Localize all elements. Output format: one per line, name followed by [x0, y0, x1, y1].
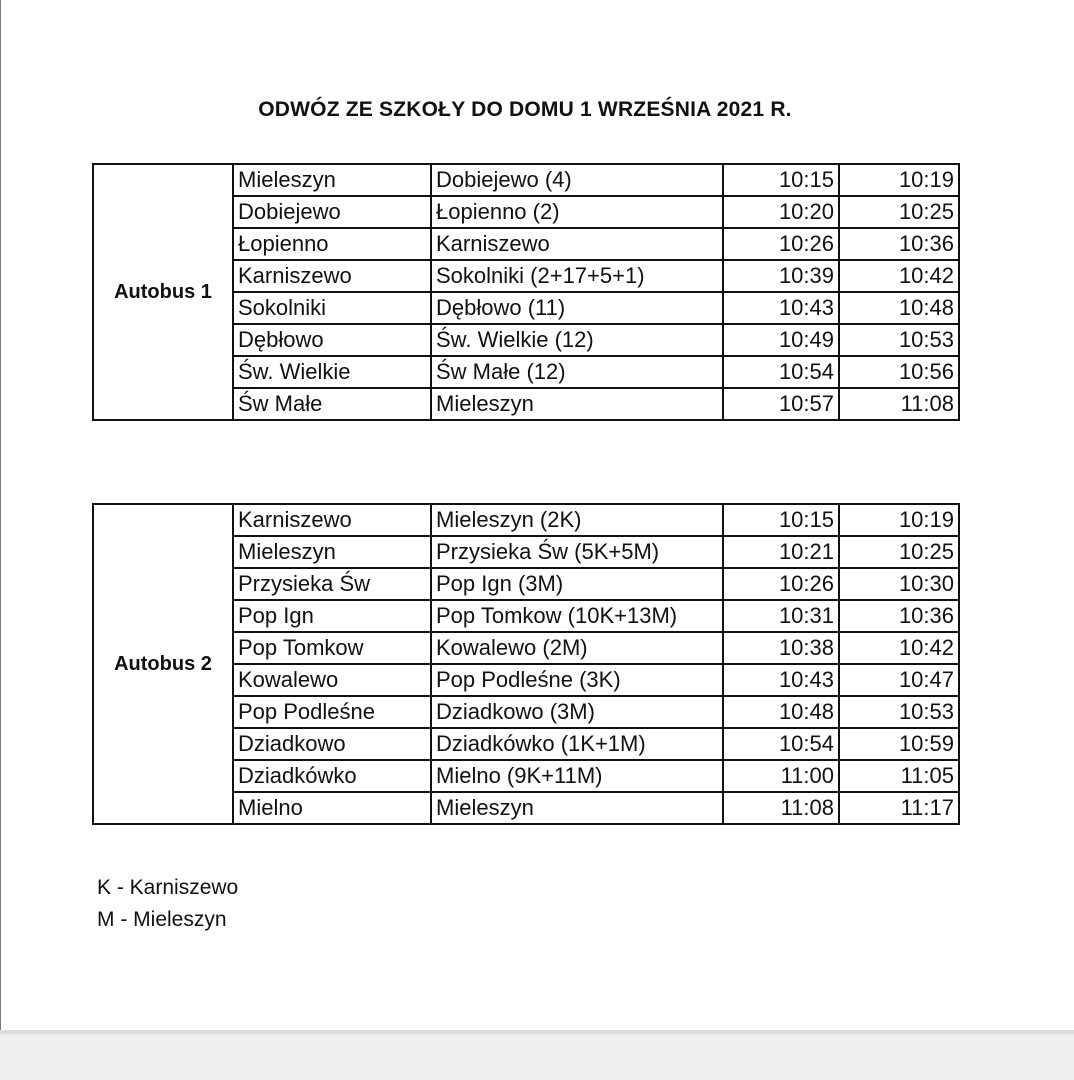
departure-time-cell: 10:15	[723, 164, 839, 196]
stop-to-cell: Pop Tomkow (10K+13M)	[431, 600, 723, 632]
stop-to-cell: Mieleszyn	[431, 388, 723, 420]
stop-to-cell: Św. Wielkie (12)	[431, 324, 723, 356]
stop-to-cell: Dziadkowo (3M)	[431, 696, 723, 728]
page-edge	[0, 0, 1, 1030]
arrival-time-cell: 10:25	[839, 196, 959, 228]
departure-time-cell: 10:39	[723, 260, 839, 292]
stop-from-cell: Przysieka Św	[233, 568, 431, 600]
stop-from-cell: Dziadkowo	[233, 728, 431, 760]
departure-time-cell: 10:15	[723, 504, 839, 536]
stop-from-cell: Łopienno	[233, 228, 431, 260]
stop-to-cell: Pop Podleśne (3K)	[431, 664, 723, 696]
arrival-time-cell: 11:05	[839, 760, 959, 792]
stop-to-cell: Dobiejewo (4)	[431, 164, 723, 196]
stop-from-cell: Karniszewo	[233, 504, 431, 536]
arrival-time-cell: 11:08	[839, 388, 959, 420]
stop-to-cell: Dębłowo (11)	[431, 292, 723, 324]
schedule-row	[93, 504, 959, 536]
departure-time-cell: 10:54	[723, 728, 839, 760]
departure-time-cell: 10:48	[723, 696, 839, 728]
arrival-time-cell: 11:17	[839, 792, 959, 824]
departure-time-cell: 10:31	[723, 600, 839, 632]
stop-from-cell: Kowalewo	[233, 664, 431, 696]
stop-from-cell: Pop Tomkow	[233, 632, 431, 664]
stop-to-cell: Mieleszyn (2K)	[431, 504, 723, 536]
bus-label: Autobus 2	[93, 504, 233, 824]
stop-to-cell: Mieleszyn	[431, 792, 723, 824]
page-title: ODWÓZ ZE SZKOŁY DO DOMU 1 WRZEŚNIA 2021 R.	[258, 98, 792, 121]
stop-from-cell: Sokolniki	[233, 292, 431, 324]
schedule-row	[93, 164, 959, 196]
stop-to-cell: Dziadkówko (1K+1M)	[431, 728, 723, 760]
legend-item-m: M - Mieleszyn	[97, 908, 227, 931]
departure-time-cell: 10:43	[723, 292, 839, 324]
stop-from-cell: Mielno	[233, 792, 431, 824]
departure-time-cell: 10:26	[723, 228, 839, 260]
stop-to-cell: Karniszewo	[431, 228, 723, 260]
arrival-time-cell: 10:36	[839, 600, 959, 632]
viewer-bottom-bar	[0, 1030, 1074, 1080]
departure-time-cell: 10:57	[723, 388, 839, 420]
legend	[97, 872, 238, 936]
stop-from-cell: Pop Podleśne	[233, 696, 431, 728]
departure-time-cell: 10:43	[723, 664, 839, 696]
arrival-time-cell: 10:36	[839, 228, 959, 260]
departure-time-cell: 11:08	[723, 792, 839, 824]
stop-from-cell: Św Małe	[233, 388, 431, 420]
departure-time-cell: 10:54	[723, 356, 839, 388]
arrival-time-cell: 10:59	[839, 728, 959, 760]
stop-from-cell: Św. Wielkie	[233, 356, 431, 388]
arrival-time-cell: 10:19	[839, 504, 959, 536]
stop-from-cell: Karniszewo	[233, 260, 431, 292]
arrival-time-cell: 10:25	[839, 536, 959, 568]
stop-from-cell: Mieleszyn	[233, 536, 431, 568]
stop-from-cell: Dębłowo	[233, 324, 431, 356]
arrival-time-cell: 10:53	[839, 324, 959, 356]
departure-time-cell: 10:21	[723, 536, 839, 568]
stop-from-cell: Dobiejewo	[233, 196, 431, 228]
stop-to-cell: Pop Ign (3M)	[431, 568, 723, 600]
stop-to-cell: Sokolniki (2+17+5+1)	[431, 260, 723, 292]
stop-from-cell: Pop Ign	[233, 600, 431, 632]
legend-item-k: K - Karniszewo	[97, 876, 239, 899]
stop-to-cell: Przysieka Św (5K+5M)	[431, 536, 723, 568]
arrival-time-cell: 10:56	[839, 356, 959, 388]
arrival-time-cell: 10:42	[839, 260, 959, 292]
arrival-time-cell: 10:19	[839, 164, 959, 196]
departure-time-cell: 10:38	[723, 632, 839, 664]
stop-from-cell: Dziadkówko	[233, 760, 431, 792]
departure-time-cell: 10:20	[723, 196, 839, 228]
bus-1-schedule-table	[92, 163, 960, 421]
stop-to-cell: Kowalewo (2M)	[431, 632, 723, 664]
bus-2-schedule-table	[92, 503, 960, 825]
arrival-time-cell: 10:48	[839, 292, 959, 324]
stop-from-cell: Mieleszyn	[233, 164, 431, 196]
departure-time-cell: 10:49	[723, 324, 839, 356]
arrival-time-cell: 10:30	[839, 568, 959, 600]
bus-label: Autobus 1	[93, 164, 233, 420]
arrival-time-cell: 10:53	[839, 696, 959, 728]
departure-time-cell: 11:00	[723, 760, 839, 792]
stop-to-cell: Mielno (9K+11M)	[431, 760, 723, 792]
arrival-time-cell: 10:47	[839, 664, 959, 696]
stop-to-cell: Św Małe (12)	[431, 356, 723, 388]
arrival-time-cell: 10:42	[839, 632, 959, 664]
stop-to-cell: Łopienno (2)	[431, 196, 723, 228]
departure-time-cell: 10:26	[723, 568, 839, 600]
